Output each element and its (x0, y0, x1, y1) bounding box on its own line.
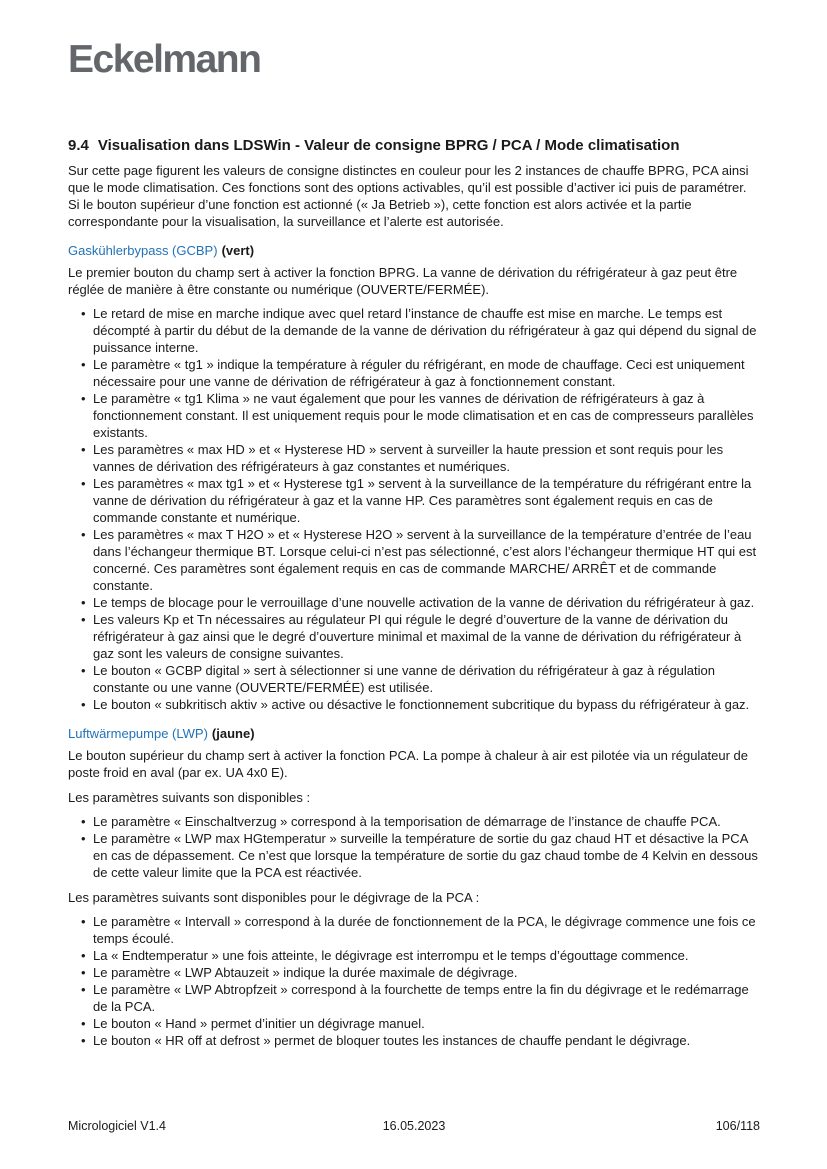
list-item: • La « Endtemperatur » une fois atteinte, le dégivrage est interrompu et le temps d’égouttage commence. (81, 947, 760, 964)
subheading-lwp (68, 725, 760, 742)
section-number: 9.4 (68, 137, 89, 154)
subheading-gcbp-note: (vert) (221, 243, 255, 258)
eckelmann-logo: Eckelmann (68, 38, 261, 81)
list-item: • Le bouton « subkritisch aktiv » active ou désactive le fonctionnement subcritique du bypass du réfrigérateur à gaz. (81, 696, 760, 713)
subheading-lwp-note: (jaune) (211, 726, 255, 741)
list-item: • Le bouton « GCBP digital » sert à sélectionner si une vanne de dérivation du réfrigérateur à gaz à régulation constante ou une vanne (OUVERTE/FERMÉE) est utilisée. (81, 662, 760, 696)
list-item: • Le bouton « Hand » permet d’initier un dégivrage manuel. (81, 1015, 760, 1032)
list-item: • Le bouton « HR off at defrost » permet de bloquer toutes les instances de chauffe pendant le dégivrage. (81, 1032, 760, 1049)
list-item: • Les paramètres « max T H2O » et « Hysterese H2O » servent à la surveillance de la température d’entrée de l’eau dans l’échangeur thermique BT. Lorsque celui-ci n’est pas sélectionné, c’est alors l’échangeur thermique HT qui est concerné. Ces paramètres sont également requis en cas de commande MARCHE/ ARRÊT et de commande constante. (81, 526, 760, 594)
subheading-gcbp-link: Gaskühlerbypass (GCBP) (68, 243, 218, 258)
list-item: • Le paramètre « Einschaltverzug » correspond à la temporisation de démarrage de l’instance de chauffe PCA. (81, 813, 760, 830)
list-item: • Les paramètres « max tg1 » et « Hysterese tg1 » servent à la surveillance de la température du réfrigérant entre la vanne de dérivation du réfrigérateur à gaz et la vanne HP. Ces paramètres sont également requis en cas de commande constante et numérique. (81, 475, 760, 526)
intro-paragraph: Sur cette page figurent les valeurs de consigne distinctes en couleur pour les 2 instances de chauffe BPRG, PCA ainsi que le mode climatisation. Ces fonctions sont des options activables, qu’il est possible d’activer ici puis de paramétrer. Si le bouton supérieur d’une fonction est actionné (« Ja Betrieb »), cette fonction est alors activée et la partie correspondante pour la visualisation, la surveillance et l’alerte est autorisée. (68, 163, 749, 229)
lwp-params-bullet-list (68, 813, 760, 881)
list-item: • Le temps de blocage pour le verrouillage d’une nouvelle activation de la vanne de dérivation du réfrigérateur à gaz. (81, 594, 760, 611)
gcbp-lead-paragraph: Le premier bouton du champ sert à activer la fonction BPRG. La vanne de dérivation du réfrigérateur à gaz peut être réglée de manière à être constante ou numérique (OUVERTE/FERMÉE). (68, 265, 738, 297)
list-item: • Le paramètre « tg1 » indique la température à réguler du réfrigérant, en mode de chauffage. Ceci est uniquement nécessaire pour une vanne de dérivation de réfrigérateur à gaz à fonctionnement constant. (81, 356, 760, 390)
section-title: Visualisation dans LDSWin - Valeur de consigne BPRG / PCA / Mode climatisation (97, 137, 680, 154)
footer-version: Micrologiciel V1.4 (68, 1119, 166, 1133)
subheading-gcbp (68, 242, 760, 259)
list-item: • Les valeurs Kp et Tn nécessaires au régulateur PI qui régule le degré d’ouverture de la vanne de dérivation du réfrigérateur à gaz ainsi que le degré d’ouverture minimal et maximal de la vanne de dérivation du réfrigérateur à gaz sont les valeurs de consigne suivantes. (81, 611, 760, 662)
section-heading (68, 137, 760, 155)
list-item: • Le paramètre « LWP max HGtemperatur » surveille la température de sortie du gaz chaud HT et désactive la PCA en cas de dépassement. Ce n’est que lorsque la température de sortie du gaz chaud tombe de 4 Kelvin en dessous de cette valeur limite que la PCA est réactivée. (81, 830, 760, 881)
gcbp-bullet-list (68, 305, 760, 713)
list-item: • Le paramètre « tg1 Klima » ne vaut également que pour les vannes de dérivation de réfrigérateurs à gaz à fonctionnement constant. Il est uniquement requis pour le mode climatisation et en cas de compresseurs parallèles existants. (81, 390, 760, 441)
lwp-lead-paragraph: Le bouton supérieur du champ sert à activer la fonction PCA. La pompe à chaleur à air est pilotée via un régulateur de poste froid en aval (par ex. UA 4x0 E). (68, 748, 749, 780)
list-item: • Le paramètre « LWP Abtropfzeit » correspond à la fourchette de temps entre la fin du dégivrage et le redémarrage de la PCA. (81, 981, 760, 1015)
subheading-lwp-link: Luftwärmepumpe (LWP) (68, 726, 208, 741)
list-item: • Le paramètre « LWP Abtauzeit » indique la durée maximale de dégivrage. (81, 964, 760, 981)
lwp-defrost-bullet-list (68, 913, 760, 1049)
lwp-defrost-intro: Les paramètres suivants sont disponibles pour le dégivrage de la PCA : (68, 890, 480, 905)
footer-date: 16.05.2023 (382, 1119, 446, 1133)
list-item: • Les paramètres « max HD » et « Hysterese HD » servent à surveiller la haute pression et sont requis pour les vannes de dérivation des réfrigérateurs à gaz constantes et numériques. (81, 441, 760, 475)
list-item: • Le paramètre « Intervall » correspond à la durée de fonctionnement de la PCA, le dégivrage commence une fois ce temps écoulé. (81, 913, 760, 947)
list-item: • Le retard de mise en marche indique avec quel retard l’instance de chauffe est mise en marche. Le temps est décompté à partir du début de la demande de la vanne de dérivation du réfrigérateur à gaz qui dépend du signal de puissance interne. (81, 305, 760, 356)
lwp-params-intro: Les paramètres suivants son disponibles : (68, 790, 311, 805)
footer-page-number: 106/118 (715, 1119, 760, 1133)
